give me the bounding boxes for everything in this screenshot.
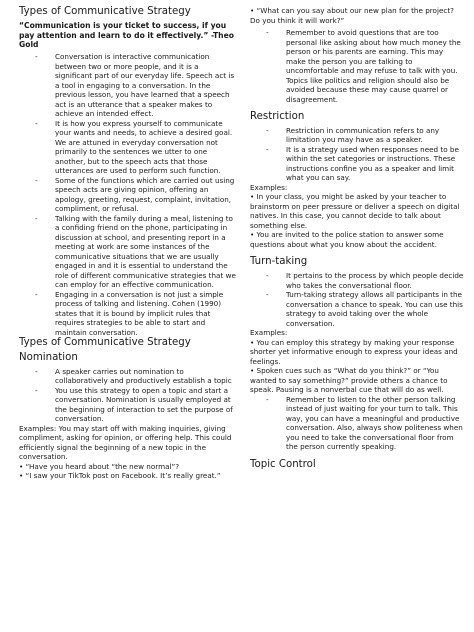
list-item: - Restriction in communication refers to any limitation you may have as a speaker. <box>266 125 440 145</box>
list-item: - It pertains to the process by which people decide who takes the conversational floor. <box>266 271 464 290</box>
list-item: - Engaging in a conversation is not just a simple process of talking and listening. Cohen (1990) states that it is bound by implicit rules that requires strategies to be able to start and maintain conversation. <box>35 289 224 337</box>
list-item: - It is how you express yourself to communicate your wants and needs, to achieve a desired goal. We are attuned in everyday conversation not primarily to the sentences we utter to one another, but to the speech acts that those utterances are used to perform such function. <box>35 118 233 176</box>
list-item: - Turn-taking strategy allows all participants in the conversation a chance to speak. You can use this strategy to avoid taking over the whole conversation. <box>266 290 463 328</box>
list-item: - A speaker carries out nomination to collaboratively and productively establish a topic <box>35 366 232 386</box>
example-line: • “I saw your TikTok post on Facebook. It’s really great.” <box>19 471 221 481</box>
examples-label: Examples: <box>250 328 288 337</box>
example-line: • “What can you say about our new plan for the project? Do you think it will work?” <box>250 6 454 25</box>
subheading-nomination: Nomination <box>19 352 78 364</box>
examples-label: Examples: <box>250 182 288 192</box>
list-item: - It is a strategy used when responses need to be within the set categories or instructions. These instructions confine you as a speaker and limit what you can say. <box>266 144 459 183</box>
example-line: • You are invited to the police station to answer some questions about what you know about the accident. <box>250 230 444 249</box>
section-heading-types-2: Types of Communicative Strategy <box>19 337 191 349</box>
list-item: - Talking with the family during a meal, listening to a confiding friend on the phone, participating in discussion at school, and presenting report in a meeting at work are some instances of the communicative situations that we are usually engaged in and it is essential to understand the role of different communicative strategies that we can employ for an effective communication. <box>35 213 236 290</box>
example-line: • You can employ this strategy by making your response shorter yet informative enough to express your ideas and feelings. <box>250 337 458 366</box>
list-item: - You use this strategy to open a topic and start a conversation. Nomination is usually employed at the beginning of interaction to set the purpose of conversation. <box>35 385 233 424</box>
opening-quote: “Communication is your ticket to success, if you pay attention and learn to do it effectively.” -Theo Gold <box>19 20 234 50</box>
right-column <box>250 6 464 473</box>
nomination-reminder-list <box>250 28 464 104</box>
intro-bullet-list <box>19 52 237 337</box>
list-item: - Remember to avoid questions that are too personal like asking about how much money the person or his parents are earning. This may make the person you are talking to uncomfortable and may refuse to talk with you. Topics like politics and religion should also be avoided because these may cause quarrel or disagreement. <box>266 28 461 104</box>
turn-taking-bullet-list <box>250 271 464 328</box>
list-item: - Some of the functions which are carried out using speech acts are giving opinion, offering an apology, greeting, request, complaint, invitation, compliment, or refusal. <box>35 175 235 214</box>
subheading-turn-taking: Turn-taking <box>250 256 308 268</box>
subheading-topic-control: Topic Control <box>250 458 316 470</box>
subheading-restriction: Restriction <box>250 111 305 122</box>
list-item: - Remember to listen to the other person talking instead of just waiting for your turn to talk. This way, you can have a meaningful and productive conversation. Also, always show politeness when you need to take the conversational floor from the person currently speaking. <box>266 394 463 451</box>
left-column <box>19 6 237 481</box>
restriction-bullet-list <box>250 126 464 183</box>
nomination-examples: Examples: You may start off with making inquiries, giving compliment, asking for opinion, or offering help. This could efficiently signal the beginning of a new topic in the conversation. <box>19 423 232 462</box>
list-item: - Conversation is interactive communication between two or more people, and it is a significant part of our everyday life. Speech act is a tool in engaging to a conversation. In the previous lesson, you have learned that a speech act is an utterance that a speaker makes to achieve an intended effect. <box>35 52 235 119</box>
example-line: • Spoken cues such as “What do you think?” or “You wanted to say something?” provide others a chance to speak. Pausing is a nonverbal cue that will do as well. <box>250 366 448 394</box>
section-heading-types: Types of Communicative Strategy <box>19 6 191 17</box>
example-line: • “Have you heard about “the new normal”? <box>19 461 180 471</box>
turn-taking-reminder-list <box>250 395 464 452</box>
nomination-bullet-list <box>19 367 237 424</box>
example-line: • In your class, you might be asked by your teacher to brainstorm on peer pressure or deliver a speech on digital natives. In this case, you cannot decide to talk about something else. <box>250 192 460 230</box>
